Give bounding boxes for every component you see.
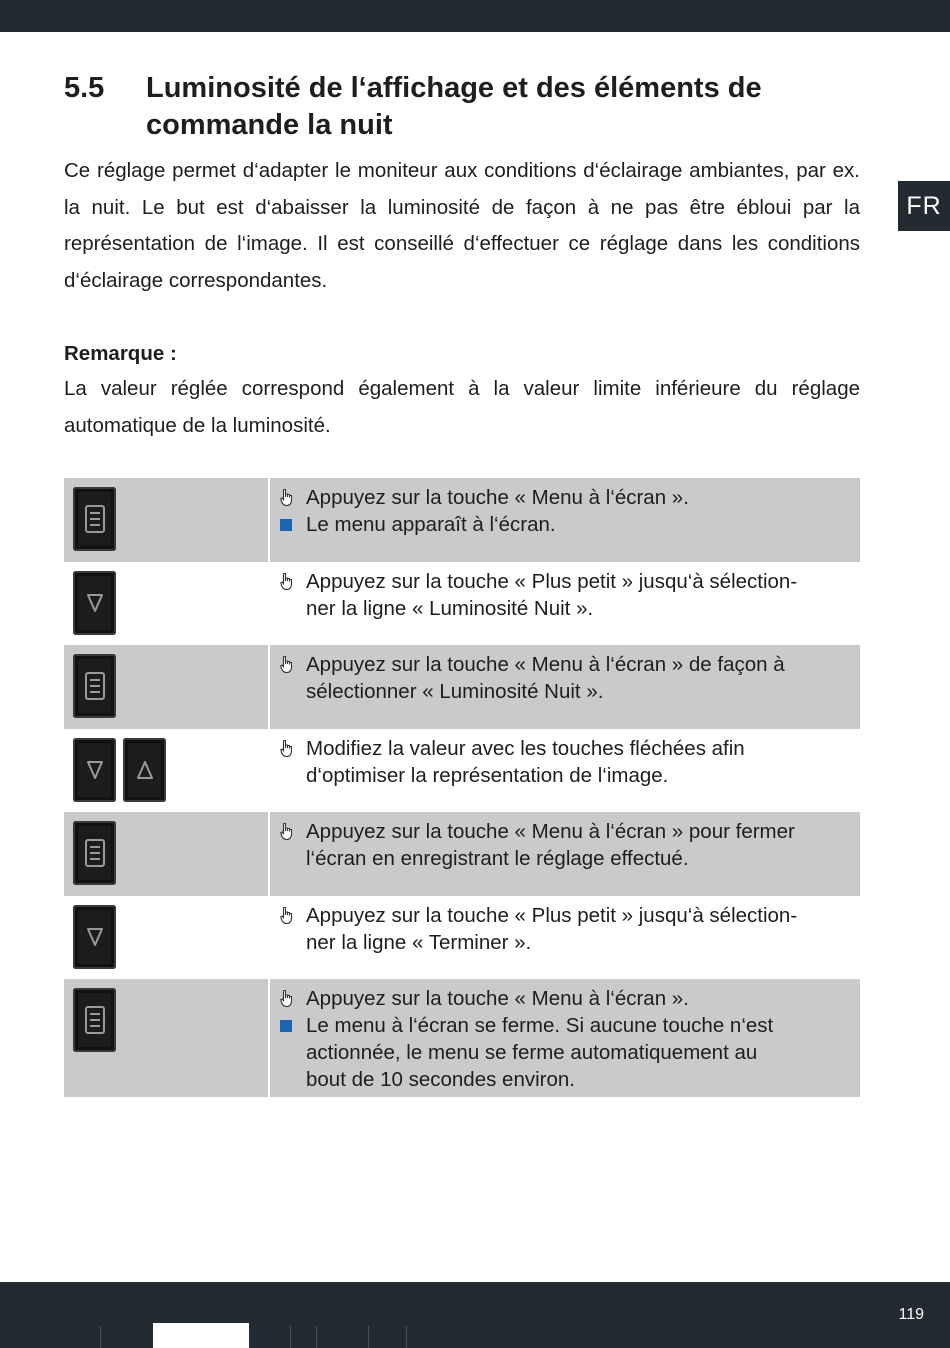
step-instructions <box>270 645 860 729</box>
step-instructions <box>270 979 860 1097</box>
hand-pointer-icon <box>280 484 306 511</box>
instruction-line <box>280 735 854 762</box>
indent-spacer <box>280 762 306 789</box>
instruction-text: Appuyez sur la touche « Plus petit » jusqu‘à sélection- <box>306 569 798 593</box>
page-number: 119 <box>898 1306 924 1323</box>
step-keys <box>64 562 268 646</box>
step-instructions <box>270 478 860 562</box>
footer-tick <box>406 1326 407 1348</box>
step-row <box>64 478 860 562</box>
language-tab: FR <box>898 181 950 231</box>
indent-spacer <box>280 845 306 872</box>
step-instructions <box>270 812 860 896</box>
hand-pointer-icon <box>280 985 306 1012</box>
instruction-text: d‘optimiser la représentation de l‘image. <box>306 763 669 787</box>
instruction-line <box>280 929 854 956</box>
hand-pointer-icon <box>280 735 306 762</box>
menu-key-icon <box>73 487 116 551</box>
footer-tick <box>100 1326 101 1348</box>
menu-key-icon <box>73 988 116 1052</box>
step-row <box>64 562 860 646</box>
indent-spacer <box>280 678 306 705</box>
instruction-text: Appuyez sur la touche « Plus petit » jusqu‘à sélection- <box>306 903 798 927</box>
instruction-text: sélectionner « Luminosité Nuit ». <box>306 680 604 703</box>
instruction-text: ner la ligne « Luminosité Nuit ». <box>306 596 594 620</box>
result-square-icon <box>280 1012 306 1039</box>
instruction-line <box>280 595 854 622</box>
indent-spacer <box>280 1039 306 1066</box>
instruction-text: Appuyez sur la touche « Menu à l‘écran ». <box>306 987 689 1010</box>
step-keys <box>64 812 268 896</box>
footer-tick <box>316 1326 317 1348</box>
instruction-line <box>280 985 854 1012</box>
footer-tick <box>290 1326 291 1348</box>
instruction-text: ner la ligne « Terminer ». <box>306 930 532 954</box>
section-number: 5.5 <box>64 72 105 104</box>
step-instructions <box>270 729 860 813</box>
menu-key-icon <box>73 821 116 885</box>
instruction-text: l‘écran en enregistrant le réglage effectué. <box>306 847 689 870</box>
step-keys <box>64 896 268 980</box>
instruction-text: Le menu à l‘écran se ferme. Si aucune touche n‘est <box>306 1014 774 1037</box>
down-key-icon <box>73 905 116 969</box>
step-row <box>64 729 860 813</box>
hand-pointer-icon <box>280 651 306 678</box>
step-row <box>64 812 860 896</box>
indent-spacer <box>280 595 306 622</box>
instruction-line <box>280 511 854 538</box>
hand-pointer-icon <box>280 818 306 845</box>
down-key-icon <box>73 738 116 802</box>
note-title: Remarque : <box>64 342 177 365</box>
step-instructions <box>270 562 860 646</box>
step-row <box>64 896 860 980</box>
instruction-line <box>280 484 854 511</box>
section-title: Luminosité de l‘affichage et des éléments de commande la nuit <box>146 72 762 141</box>
result-square-icon <box>280 511 306 538</box>
top-bar <box>0 0 950 32</box>
instruction-text: Le menu apparaît à l‘écran. <box>306 513 556 536</box>
steps-table <box>64 478 860 1097</box>
instruction-line <box>280 1066 854 1093</box>
instruction-line <box>280 902 854 929</box>
up-key-icon <box>123 738 166 802</box>
instruction-line <box>280 1039 854 1066</box>
step-keys <box>64 478 268 562</box>
step-keys <box>64 645 268 729</box>
hand-pointer-icon <box>280 568 306 595</box>
footer-tick <box>368 1326 369 1348</box>
step-row <box>64 979 860 1097</box>
indent-spacer <box>280 1066 306 1093</box>
instruction-text: bout de 10 secondes environ. <box>306 1068 575 1091</box>
hand-pointer-icon <box>280 902 306 929</box>
instruction-line <box>280 762 854 789</box>
indent-spacer <box>280 929 306 956</box>
instruction-line <box>280 568 854 595</box>
step-row <box>64 645 860 729</box>
intro-paragraph: Ce réglage permet d‘adapter le moniteur aux conditions d‘éclairage ambiantes, par ex. la nuit. Le but est d‘abaisser la luminosité de façon à ne pas être ébloui par la représentation de l‘image. Il est conseillé d‘effectuer ce réglage dans les conditions d‘éclairage correspondantes. <box>64 159 860 292</box>
instruction-line <box>280 651 854 678</box>
instruction-line <box>280 678 854 705</box>
note-text: La valeur réglée correspond également à la valeur limite inférieure du réglage automatique de la luminosité. <box>64 377 860 437</box>
instruction-text: actionnée, le menu se ferme automatiquement au <box>306 1041 758 1064</box>
instruction-text: Appuyez sur la touche « Menu à l‘écran ». <box>306 486 689 509</box>
instruction-line <box>280 818 854 845</box>
step-keys <box>64 729 268 813</box>
down-key-icon <box>73 571 116 635</box>
menu-key-icon <box>73 654 116 718</box>
instruction-line <box>280 845 854 872</box>
step-keys <box>64 979 268 1097</box>
footer-marker <box>153 1323 249 1348</box>
instruction-text: Appuyez sur la touche « Menu à l‘écran » pour fermer <box>306 820 795 843</box>
instruction-line <box>280 1012 854 1039</box>
bottom-bar <box>0 1282 950 1348</box>
step-instructions <box>270 896 860 980</box>
instruction-text: Modifiez la valeur avec les touches fléchées afin <box>306 736 745 760</box>
instruction-text: Appuyez sur la touche « Menu à l‘écran » de façon à <box>306 653 785 676</box>
